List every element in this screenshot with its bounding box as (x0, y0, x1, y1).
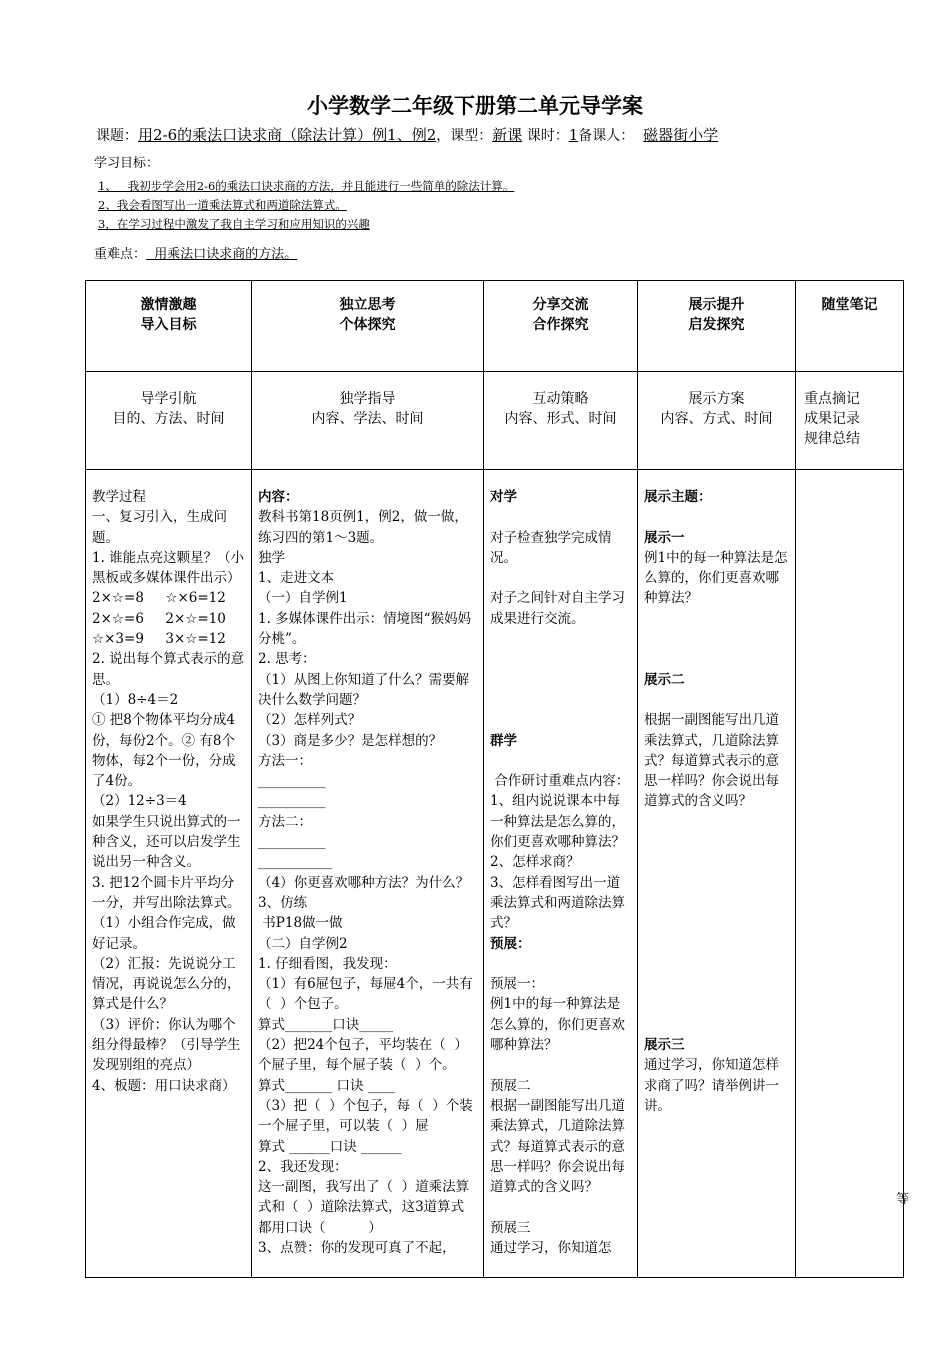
key-point (94, 243, 297, 262)
col2-line: （一）自学例1 (258, 590, 348, 607)
topic-value: 用2-6的乘法口诀求商（除法计算）例1、例2 (138, 126, 437, 144)
col2-line: 算式_______口诀_____ (258, 1016, 393, 1033)
col4-line: 根据一副图能写出几道乘法算式，几道除法算式？每道算式表示的意思一样吗？你会说出每道算式的含义吗？ (644, 712, 779, 810)
side-char: 等 (896, 1192, 910, 1207)
col3-line: 通过学习，你知道怎 (490, 1239, 612, 1256)
col1-line: ① 把8个物体平均分成4份，每份2个。② 有8个物体，每2个一份，分成了4份。 (92, 712, 236, 790)
col3-line: 预展三 (490, 1219, 531, 1236)
col2-line: （3）把（ ）个包子，每（ ）个装一个屉子里，可以装（ ）屉 (258, 1097, 473, 1135)
col3-line (490, 751, 631, 771)
col1-line: 教学过程 (92, 489, 146, 505)
col2-line: （2）把24个包子，平均装在（ ）个屉子里，每个屉子装（ ）个。 (258, 1037, 468, 1074)
col2-line: （二）自学例2 (258, 935, 348, 952)
col2-line: 这一副图，我写出了（ ）道乘法算式和（ ）道除法算式，这3道算式都用口诀（ ） (258, 1179, 470, 1236)
type-value: 新课 (492, 126, 523, 144)
col3-line: 合作研讨重难点内容： (490, 773, 630, 790)
goals-heading: 学习目标： (94, 156, 160, 171)
goal-3: 3，在学习过程中激发了我自主学习和应用知识的兴趣 (98, 217, 370, 231)
col2-line: 2. 思考： (258, 651, 316, 668)
col2-line: __________ (258, 773, 326, 790)
col1-line: 如果学生只说出算式的一种含义，还可以启发学生说出另一种含义。 (92, 813, 241, 871)
type-label: ，课型： (436, 128, 493, 144)
goal-1: 1、 我初步学会用2-6的乘法口诀求商的方法，并且能进行一些简单的除法计算。 (98, 179, 515, 193)
col3-line: 预展： (490, 935, 531, 952)
col2-line: 1、走进文本 (258, 570, 335, 587)
col2-line: 方法二： (258, 813, 312, 830)
page-title: 小学数学二年级下册第二单元导学案 (307, 94, 643, 118)
col4-line (644, 893, 789, 913)
col3-line (490, 629, 631, 649)
col2-line: （2）怎样列式？ (258, 712, 362, 729)
col3-line (490, 568, 631, 588)
col1-line: 一、复习引入，生成问题。 (92, 509, 227, 546)
subheader-5: 重点摘记 成果记录 规律总结 (796, 372, 904, 470)
subheader-3: 互动策略 内容、形式、时间 (484, 372, 638, 470)
col2-line: __________ (258, 834, 326, 851)
col4-line (644, 690, 789, 710)
col2-line: 书P18做一做 (258, 915, 343, 932)
col2-line: 内容： (258, 489, 299, 505)
preparer-value: 磁器街小学 (643, 126, 719, 144)
col1-line: 3. 把12个圆卡片平均分一分，并写出除法算式。 (92, 874, 241, 911)
header-2: 独立思考 个体探究 (252, 281, 484, 372)
col3-line (490, 507, 631, 527)
col3-line (490, 954, 631, 974)
col3-line: 对学 (490, 489, 517, 505)
col1-line: （1）8÷4＝2 (92, 691, 179, 708)
col1-line: （1）小组合作完成，做好记录。 (92, 915, 236, 952)
col1-line: 2. 说出每个算式表示的意思。 (92, 651, 245, 688)
col1-line: （2）汇报：先说说分工情况，再说说怎么分的，算式是什么？ (92, 955, 241, 1013)
col3-line: 例1中的每一种算法是怎么算的，你们更喜欢哪种算法？ (490, 996, 625, 1054)
col4-line (644, 913, 789, 933)
col3-line: 群学 (490, 732, 517, 749)
col1-line: （2）12÷3＝4 (92, 793, 187, 810)
col3-line: 2、怎样求商？ (490, 854, 580, 871)
col2-line: 3、仿练 (258, 894, 308, 911)
col4-line (644, 974, 789, 994)
col4-line (644, 609, 789, 629)
process-cell (86, 470, 252, 1278)
self-study-cell (252, 470, 484, 1278)
col2-line: 1. 多媒体课件出示：情境图“猴妈妈分桃”。 (258, 610, 472, 648)
header-4: 展示提升 启发探究 (638, 281, 796, 372)
col3-line: 预展二 (490, 1077, 531, 1094)
key-value: 用乘法口诀求商的方法。 (146, 247, 298, 262)
col2-line: 2、我还发现： (258, 1158, 348, 1175)
col4-line (644, 832, 789, 852)
col1-line: 2×☆=8 ☆×6=12 (92, 590, 226, 607)
col2-line: 1. 仔细看图，我发现： (258, 955, 397, 972)
col1-line: 4、板题：用口诀求商） (92, 1077, 236, 1094)
col4-line (644, 629, 789, 649)
col3-line: 1、组内说说课本中每一种算法是怎么算的，你们更喜欢哪种算法？ (490, 793, 625, 851)
subheader-2: 独学指导 内容、学法、时间 (252, 372, 484, 470)
col2-line: （1）从图上你知道了什么？需要解决什么数学问题？ (258, 671, 470, 708)
col2-line: 教科书第18页例1，例2，做一做，练习四的第1～3题。 (258, 509, 468, 546)
col4-line (644, 1015, 789, 1035)
header-1: 激情激趣 导入目标 (86, 281, 252, 372)
col4-line: 展示三 (644, 1037, 685, 1054)
col4-line (644, 507, 789, 527)
col3-line (490, 690, 631, 710)
col4-line (644, 649, 789, 669)
col2-line: （3）商是多少？是怎样想的？ (258, 732, 443, 749)
col4-line: 展示一 (644, 529, 685, 546)
col2-line: （4）你更喜欢哪种方法？为什么？ (258, 874, 470, 891)
col2-line: （1）有6屉包子，每屉4个，一共有（ ）个包子。 (258, 976, 473, 1013)
col2-line: ___________ (258, 854, 333, 871)
col1-line: 1. 谁能点亮这颗星？（小黑板或多媒体课件出示） (92, 549, 245, 587)
col3-line: 对子检查独学完成情况。 (490, 529, 612, 566)
subheader-4: 展示方案 内容、方式、时间 (638, 372, 796, 470)
col1-line: （3）评价：你认为哪个组分得最棒？（引导学生发现别组的亮点） (92, 1016, 241, 1074)
col4-line (644, 994, 789, 1014)
topic-label: 课题： (96, 128, 138, 144)
lesson-meta (96, 124, 718, 145)
col4-line (644, 954, 789, 974)
group-study-cell (484, 470, 638, 1278)
col3-line (490, 1197, 631, 1217)
key-label: 重难点： (94, 247, 147, 262)
notes-cell (796, 470, 904, 1278)
col3-line (490, 710, 631, 730)
col3-line: 预展一： (490, 976, 544, 993)
goal-2: 2、我会看图写出一道乘法算式和两道除法算式。 (98, 198, 347, 212)
col2-line: 方法一： (258, 752, 312, 769)
col3-line (490, 670, 631, 690)
hours-label: 课时： (522, 128, 569, 144)
subheader-1: 导学引航 目的、方法、时间 (86, 372, 252, 470)
col2-line: __________ (258, 793, 326, 810)
presentation-cell (638, 470, 796, 1278)
header-5: 随堂笔记 (796, 281, 904, 372)
col3-line: 对子之间针对自主学习成果进行交流。 (490, 590, 625, 627)
col4-line: 展示二 (644, 671, 685, 688)
lesson-table (85, 280, 904, 1278)
col4-line (644, 852, 789, 872)
col4-line: 例1中的每一种算法是怎么算的，你们更喜欢哪种算法？ (644, 549, 788, 607)
header-3: 分享交流 合作探究 (484, 281, 638, 372)
col1-line: ☆×3=9 3×☆=12 (92, 631, 226, 648)
col4-line (644, 873, 789, 893)
col2-line: 算式_______ 口诀 ____ (258, 1077, 395, 1094)
col4-line (644, 934, 789, 954)
col2-line: 3、点赞：你的发现可真了不起， (258, 1239, 456, 1256)
preparer-label: 备课人： (578, 128, 635, 144)
col3-line: 3、怎样看图写出一道乘法算式和两道除法算式？ (490, 874, 625, 932)
col3-line (490, 649, 631, 669)
col4-line (644, 812, 789, 832)
col1-line: 2×☆=6 2×☆=10 (92, 610, 226, 627)
hours-value: 1 (568, 126, 579, 144)
col3-line: 根据一副图能写出几道乘法算式，几道除法算式？每道算式表示的意思一样吗？你会说出每道算式的含义吗？ (490, 1097, 625, 1196)
col2-line: 算式 ______口诀 ______ (258, 1138, 402, 1155)
col3-line (490, 1055, 631, 1075)
col4-line: 展示主题： (644, 489, 712, 505)
col4-line: 通过学习，你知道怎样求商了吗？请举例讲一讲。 (644, 1057, 779, 1114)
col2-line: 独学 (258, 549, 285, 566)
